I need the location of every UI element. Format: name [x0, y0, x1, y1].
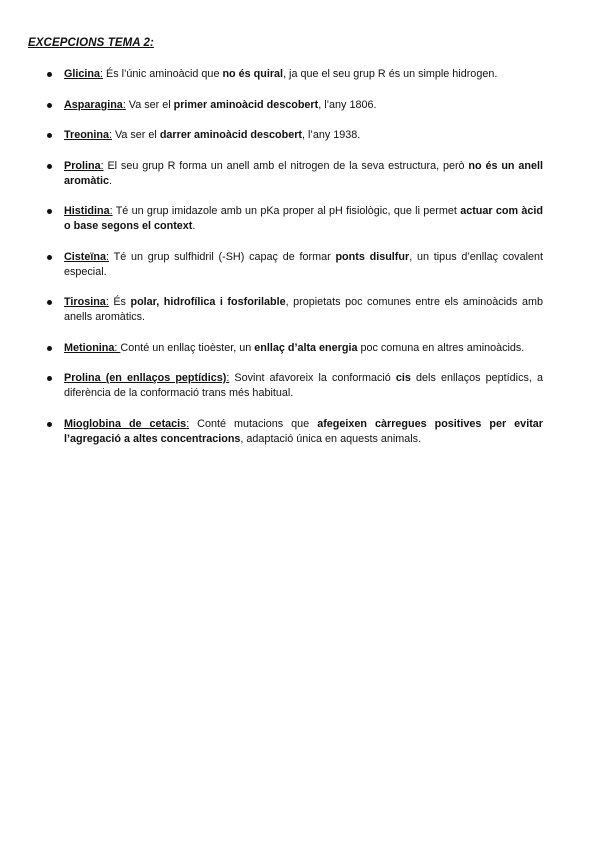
item-term: Prolina (en enllaços peptídics): [64, 372, 227, 384]
bullet-icon: [47, 255, 52, 260]
item-highlight-text: enllaç d’alta energia: [254, 341, 358, 354]
item-term: Mioglobina de cetacis: [64, 417, 187, 430]
item-term: Cisteïna: [64, 250, 107, 263]
item-term-colon: :: [114, 341, 121, 354]
item-term: Glicina: [64, 68, 101, 80]
bullet-icon: [47, 164, 52, 169]
item-text: El seu grup R forma un anell amb el nitrogen de la seva estructura, però: [103, 159, 469, 172]
item-term-colon: :: [186, 417, 190, 430]
item-highlight-text: cis: [395, 372, 411, 384]
item-text: , propietats poc comunes entre els aminoàcids amb anells aromàtics.: [64, 296, 543, 323]
item-text: , ja que el seu grup R és un simple hidrogen.: [283, 68, 498, 80]
item-text: Conté un enllaç tioèster, un: [120, 341, 255, 354]
item-term: Treonina: [64, 129, 109, 141]
item-highlight-text: darrer aminoàcid descobert: [159, 129, 303, 141]
item-text: , l’any 1806.: [318, 98, 377, 111]
bullet-icon: [47, 300, 52, 305]
list-item: [46, 417, 543, 447]
item-term: Prolina: [64, 159, 101, 172]
item-term-colon: :: [105, 296, 109, 308]
item-term-colon: :: [226, 372, 230, 384]
bullet-icon: [47, 72, 52, 77]
item-text: , un tipus d’enllaç covalent especial.: [64, 250, 543, 278]
exceptions-list: [46, 67, 543, 462]
item-highlight-text: no és un anell aromàtic: [64, 159, 543, 187]
item-text: És: [108, 296, 131, 308]
bullet-icon: [47, 376, 52, 381]
list-item: [46, 159, 543, 189]
item-highlight-text: polar, hidrofílica i fosforilable: [130, 296, 286, 308]
bullet-icon: [47, 133, 52, 138]
document-title: EXCEPCIONS TEMA 2:: [28, 37, 154, 49]
item-term: Asparagina: [64, 98, 123, 111]
item-term: Tirosina: [64, 296, 106, 308]
item-text: Va ser el: [112, 129, 160, 141]
item-text: poc comuna en altres aminoàcids.: [357, 341, 525, 354]
item-highlight-text: afegeixen càrregues positives per evitar l’agregació a altes concentracions: [64, 417, 543, 445]
list-item: [46, 250, 543, 280]
list-item: [46, 371, 543, 401]
item-term-colon: :: [100, 68, 104, 80]
item-term-colon: :: [109, 129, 112, 141]
item-term: Metionina: [64, 341, 115, 354]
item-term-colon: :: [109, 205, 113, 217]
item-term: Histidina: [64, 205, 110, 217]
item-text: Té un grup imidazole amb un pKa proper al pH fisiològic, que li permet: [112, 205, 461, 217]
list-item: [46, 204, 543, 234]
item-text: Conté mutacions que: [189, 417, 318, 430]
item-text: , l’any 1938.: [302, 129, 361, 141]
item-text: .: [109, 174, 113, 187]
item-highlight-text: ponts disulfur: [335, 250, 410, 263]
item-text: dels enllaços peptídics, a diferència de la conformació trans més habitual.: [64, 372, 543, 399]
item-term-colon: :: [106, 250, 110, 263]
item-text: Té un grup sulfhidril (-SH) capaç de formar: [109, 250, 336, 263]
list-item: [46, 67, 543, 82]
bullet-icon: [47, 346, 52, 351]
bullet-icon: [47, 103, 52, 108]
item-highlight-text: actuar com àcid o base segons el context: [64, 205, 543, 232]
list-item: [46, 341, 543, 356]
item-text: Sovint afavoreix la conformació: [229, 372, 396, 384]
list-item: [46, 295, 543, 325]
bullet-icon: [47, 422, 52, 427]
item-text: És l’únic aminoàcid que: [103, 68, 223, 80]
item-text: , adaptació única en aquests animals.: [240, 432, 422, 445]
bullet-icon: [47, 209, 52, 214]
list-item: [46, 98, 543, 113]
item-highlight-text: no és quiral: [222, 68, 284, 80]
item-term-colon: :: [100, 159, 104, 172]
item-term-colon: :: [122, 98, 126, 111]
item-text: .: [192, 220, 196, 232]
item-highlight-text: primer aminoàcid descobert: [173, 98, 319, 111]
list-item: [46, 128, 543, 143]
item-text: Va ser el: [125, 98, 174, 111]
